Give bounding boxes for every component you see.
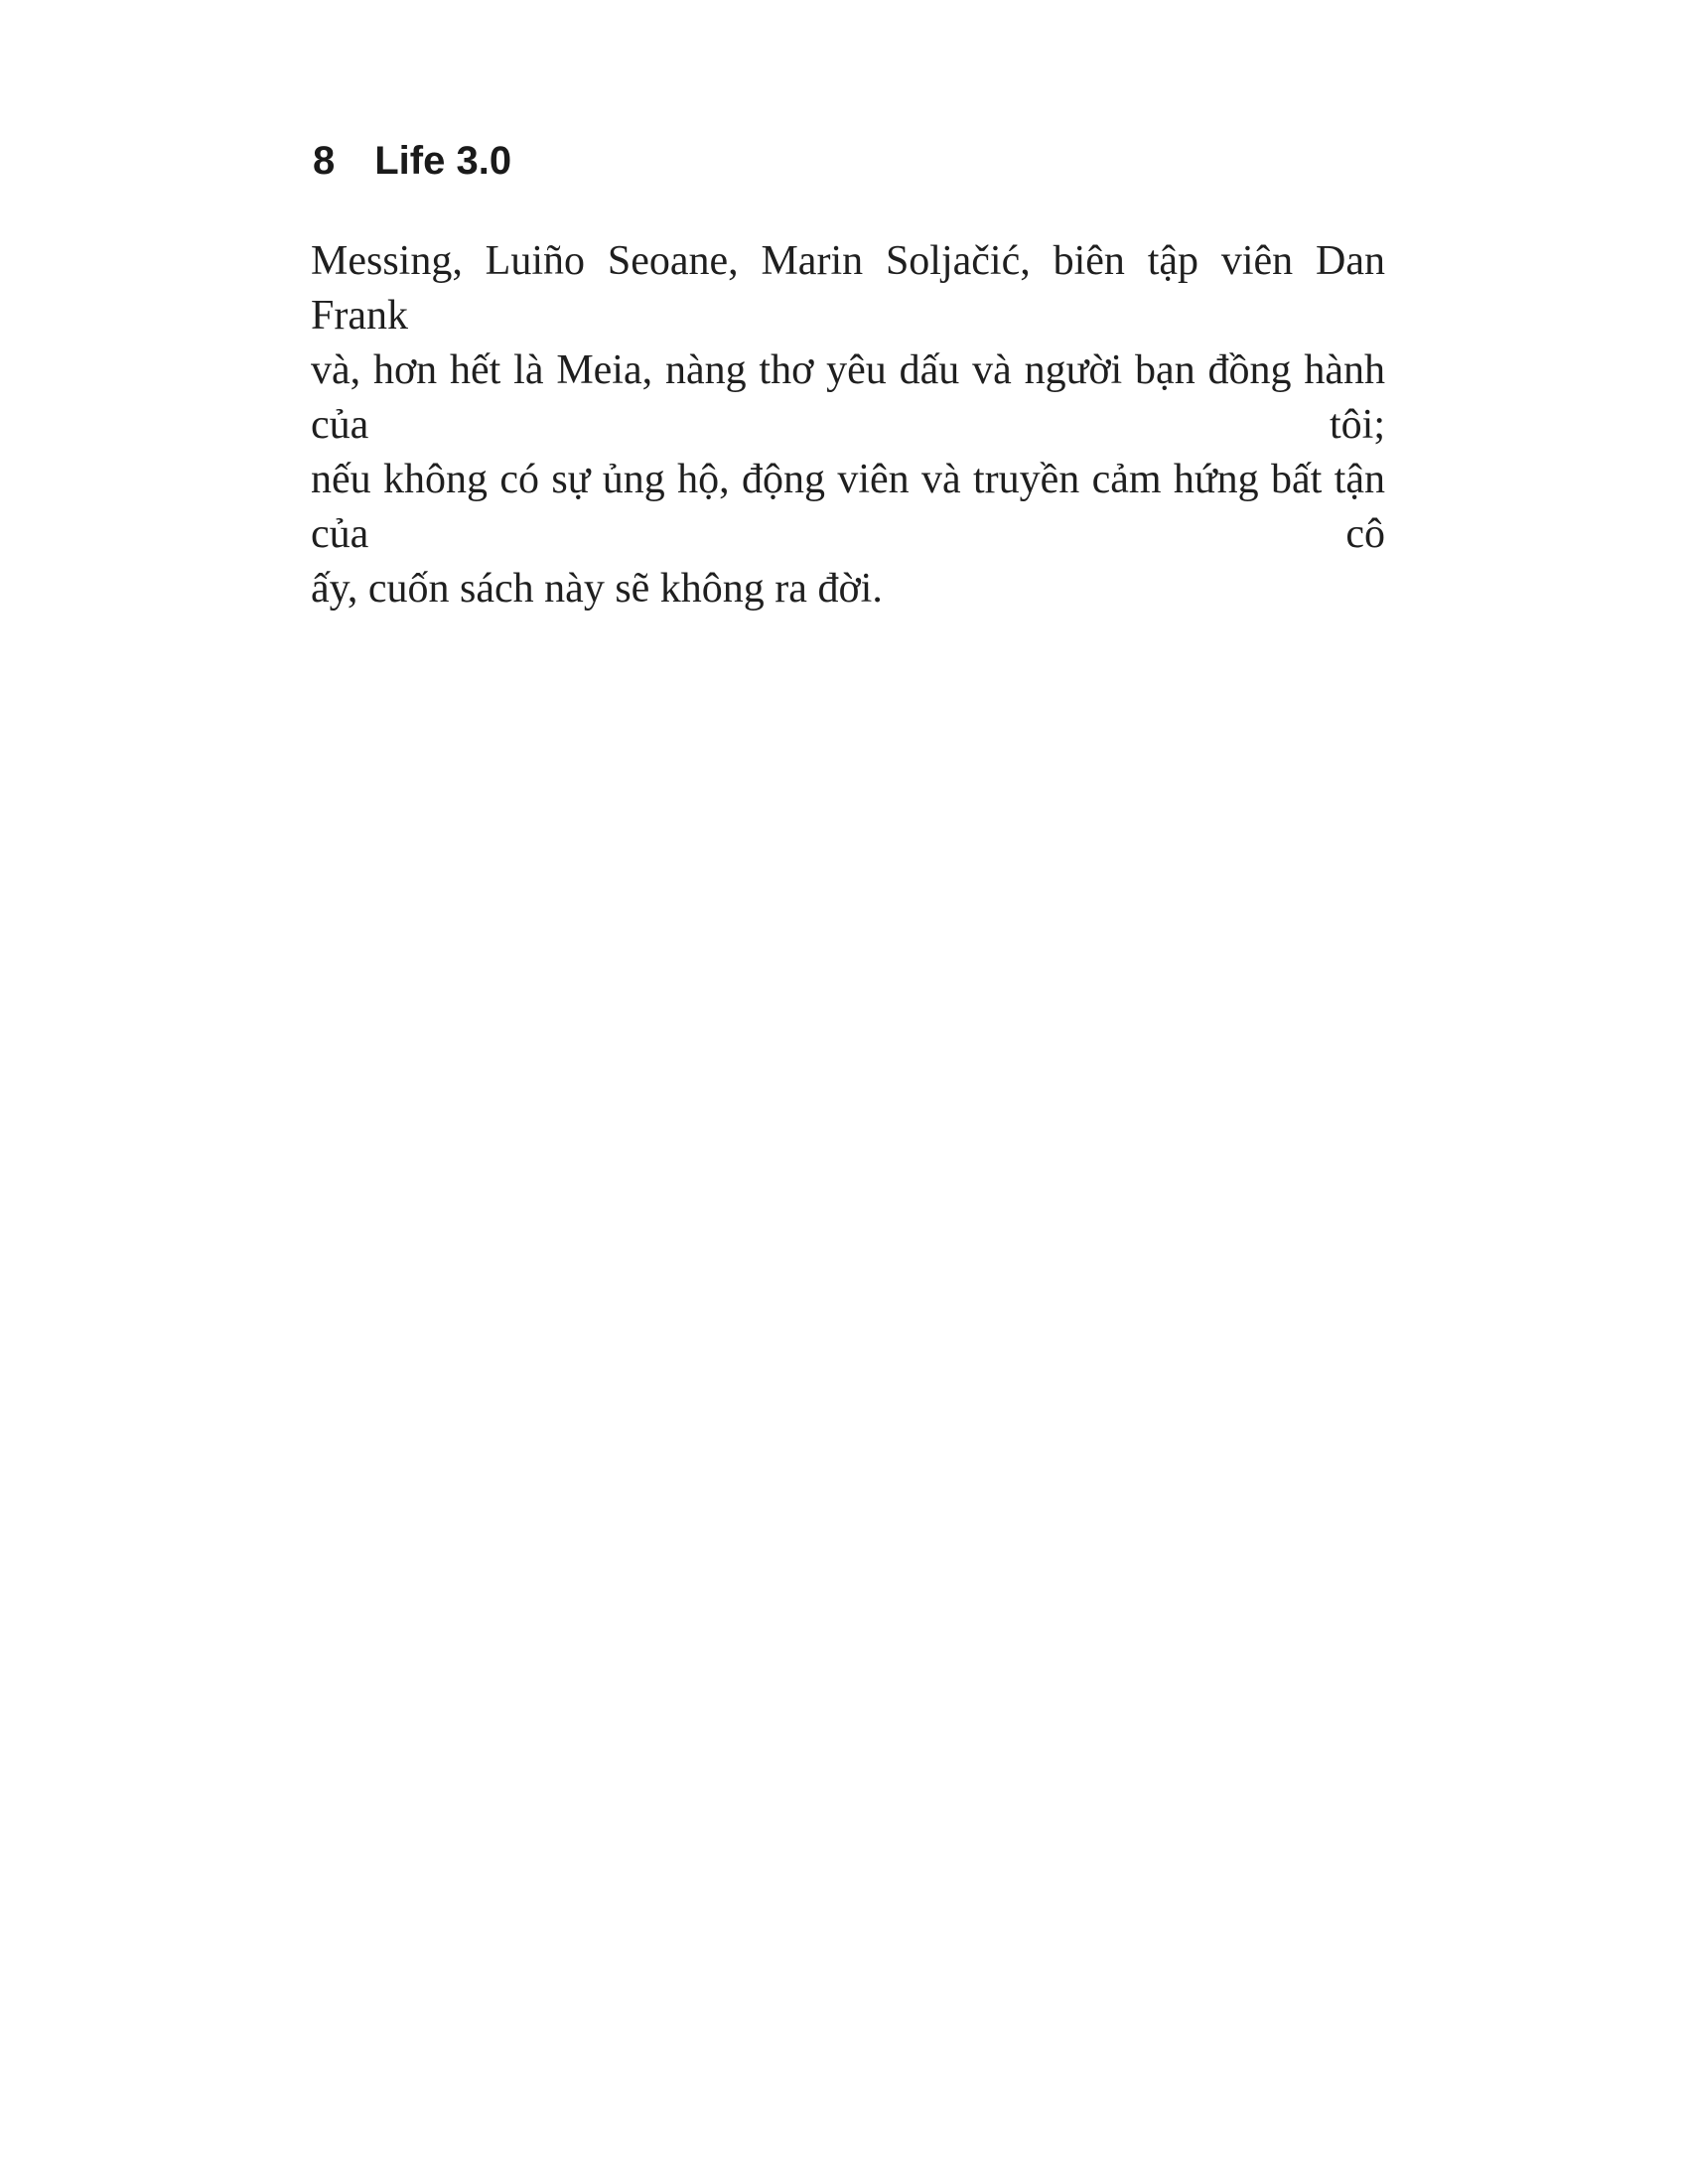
page-number: 8 (313, 139, 336, 183)
body-paragraph (311, 234, 1385, 616)
paragraph-line: ấy, cuốn sách này sẽ không ra đời. (311, 566, 883, 612)
paragraph-line: nếu không có sự ủng hộ, động viên và truyền cảm hứng bất tận của cô (311, 457, 1385, 557)
paragraph-line: và, hơn hết là Meia, nàng thơ yêu dấu và người bạn đồng hành của tôi; (311, 347, 1385, 448)
book-title: Life 3.0 (374, 139, 512, 183)
paragraph-line: Messing, Luiño Seoane, Marin Soljačić, biên tập viên Dan Frank (311, 238, 1385, 339)
running-header (313, 139, 511, 183)
